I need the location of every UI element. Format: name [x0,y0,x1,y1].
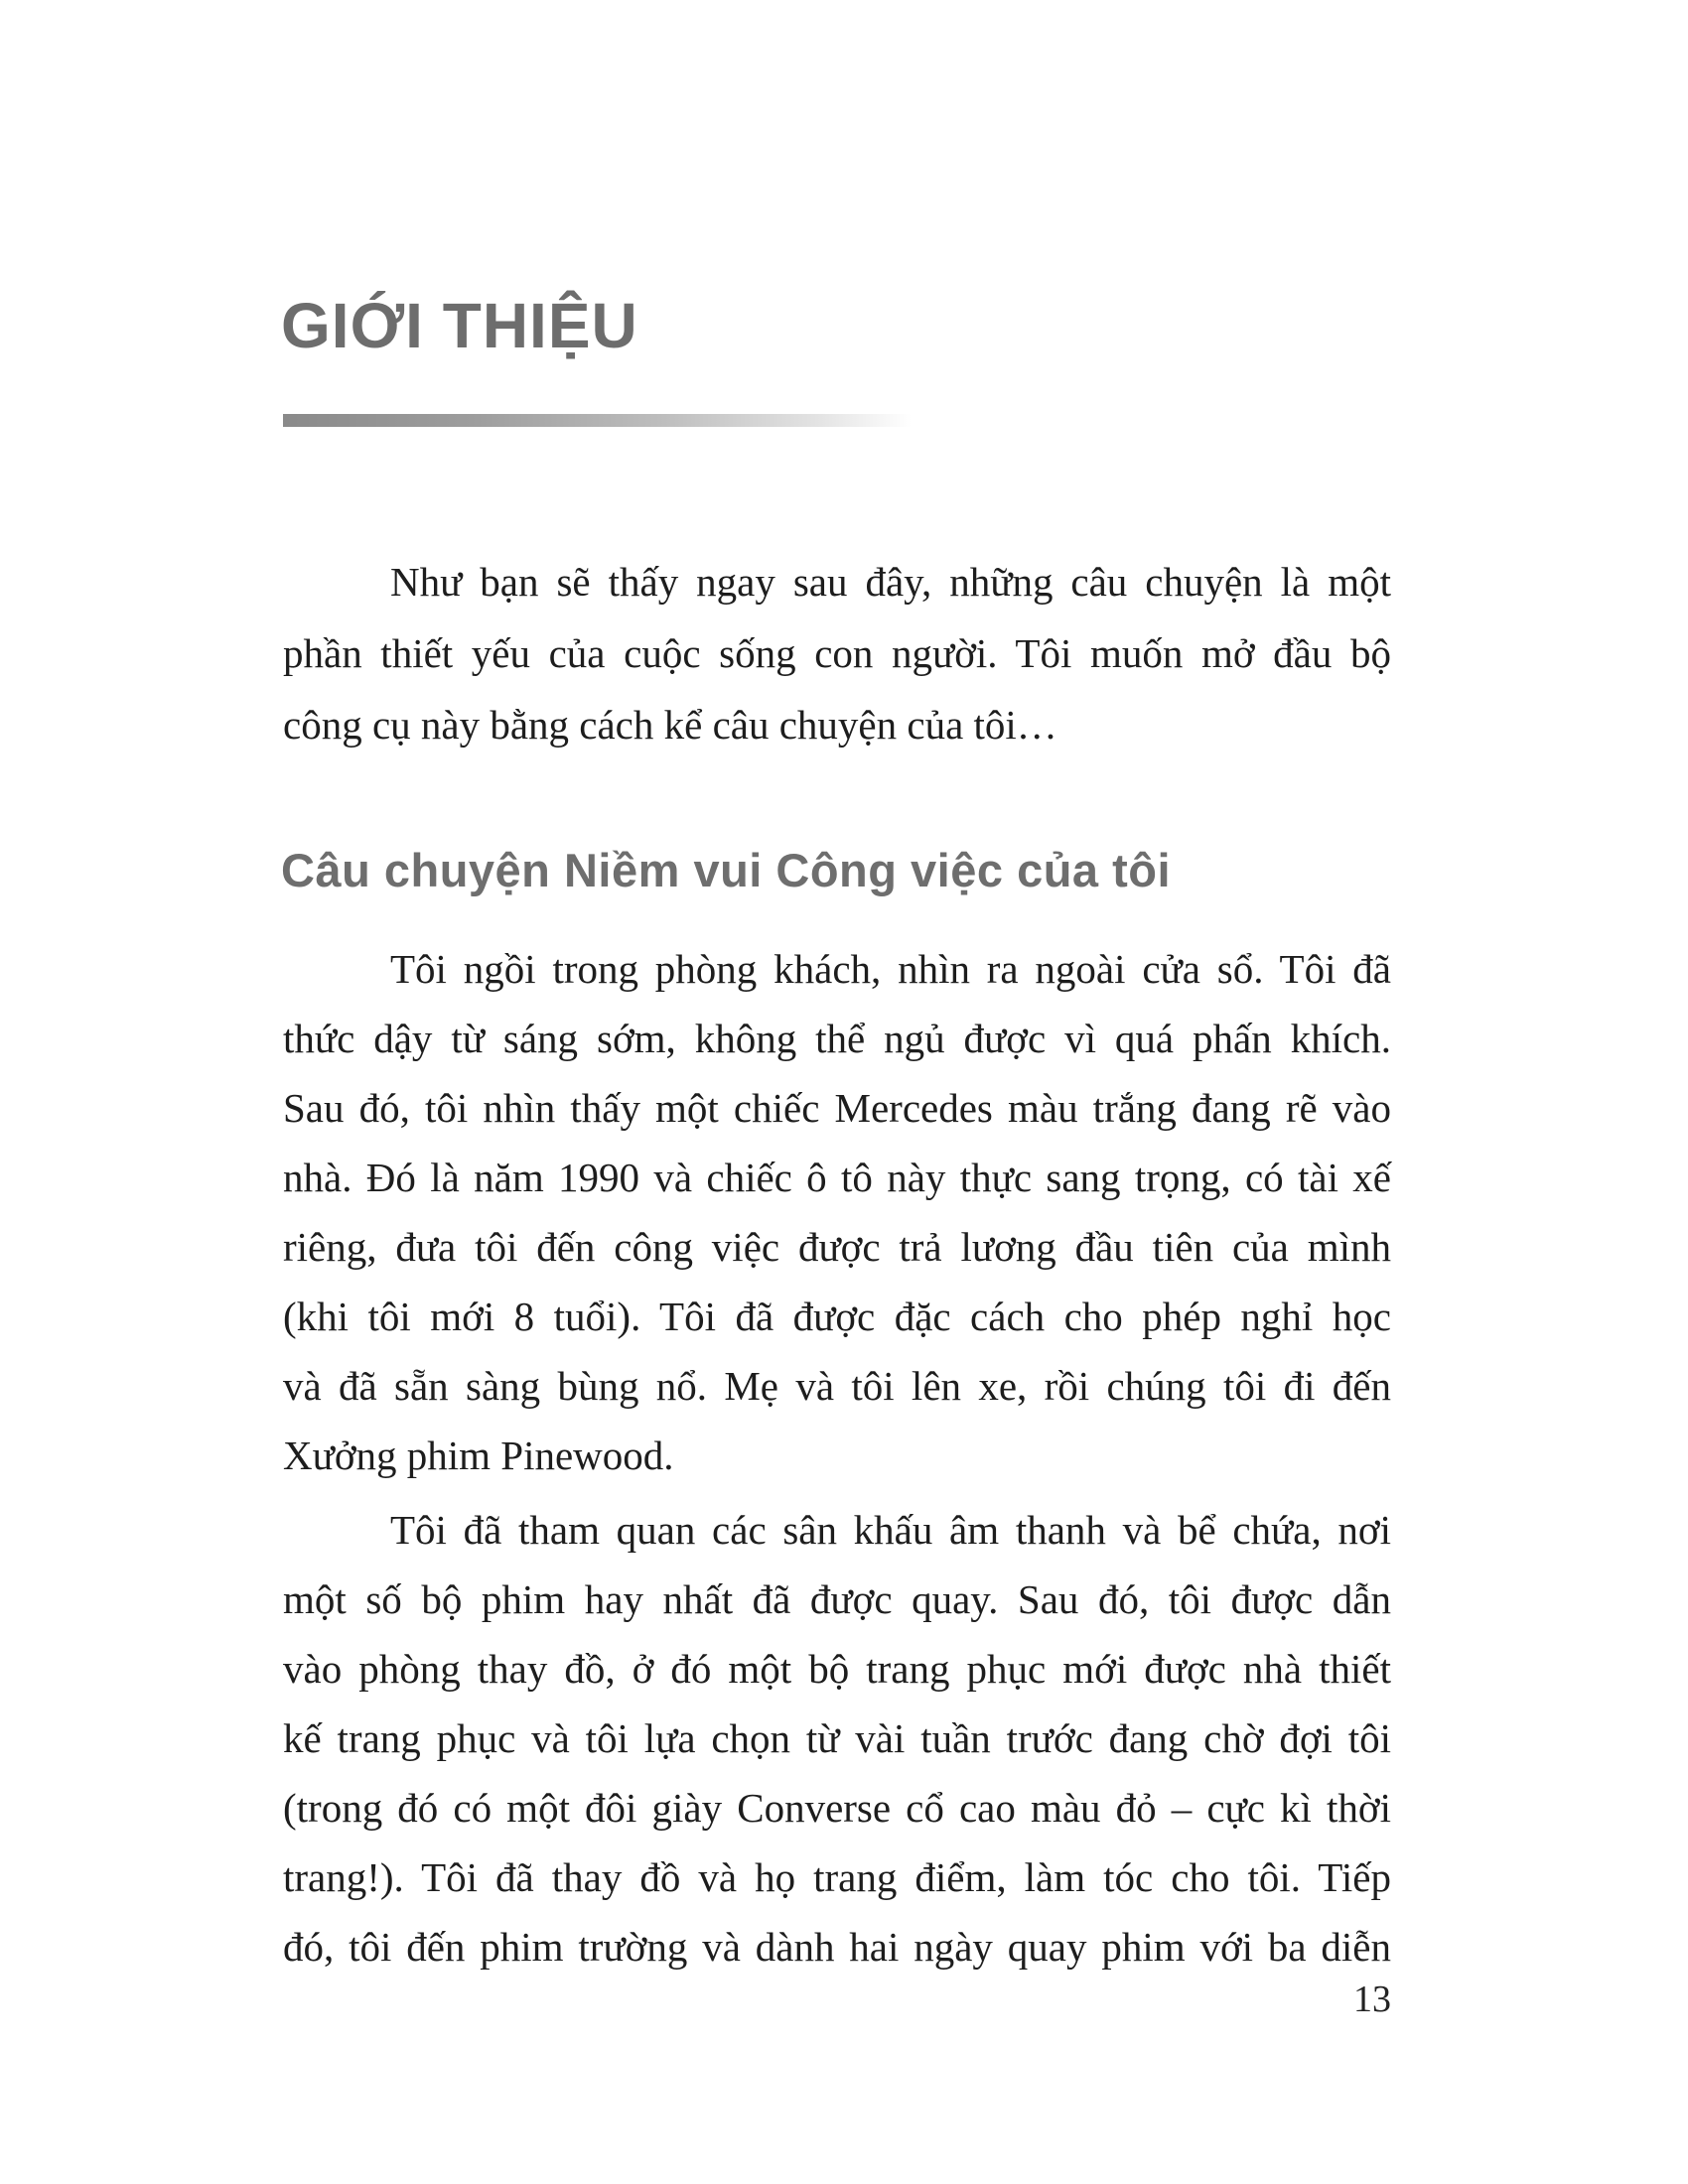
chapter-title: GIỚI THIỆU [281,290,638,361]
paragraph-line: thức dậy từ sáng sớm, không thể ngủ được vì quá phấn khích. [283,1016,1391,1061]
paragraph-line: trang!). Tôi đã thay đồ và họ trang điểm, làm tóc cho tôi. Tiếp [283,1854,1391,1900]
title-underline-rule [283,414,912,427]
paragraph-line: vào phòng thay đồ, ở đó một bộ trang phục mới được nhà thiết [283,1646,1391,1692]
story-paragraph-1 [283,934,1391,1490]
paragraph-line: Tôi ngồi trong phòng khách, nhìn ra ngoài cửa sổ. Tôi đã [390,946,1391,992]
intro-paragraph [283,546,1391,760]
paragraph-line: (trong đó có một đôi giày Converse cổ cao màu đỏ – cực kì thời [283,1785,1391,1831]
paragraph-line: Xưởng phim Pinewood. [283,1433,674,1478]
paragraph-line: Như bạn sẽ thấy ngay sau đây, những câu chuyện là một [390,559,1391,605]
paragraph-line: riêng, đưa tôi đến công việc được trả lương đầu tiên của mình [283,1224,1391,1270]
paragraph-line: một số bộ phim hay nhất đã được quay. Sau đó, tôi được dẫn [283,1576,1391,1622]
story-paragraph-2 [283,1495,1391,1981]
paragraph-line: Sau đó, tôi nhìn thấy một chiếc Mercedes màu trắng đang rẽ vào [283,1085,1391,1131]
paragraph-line: Tôi đã tham quan các sân khấu âm thanh và bể chứa, nơi [390,1507,1391,1553]
paragraph-line: kế trang phục và tôi lựa chọn từ vài tuần trước đang chờ đợi tôi [283,1715,1391,1761]
section-heading: Câu chuyện Niềm vui Công việc của tôi [281,844,1172,896]
paragraph-line: (khi tôi mới 8 tuổi). Tôi đã được đặc cách cho phép nghỉ học [283,1294,1391,1339]
paragraph-line: nhà. Đó là năm 1990 và chiếc ô tô này thực sang trọng, có tài xế [283,1155,1391,1200]
page-number: 13 [1353,1979,1391,2020]
paragraph-line: phần thiết yếu của cuộc sống con người. Tôi muốn mở đầu bộ [283,630,1391,676]
paragraph-line: công cụ này bằng cách kể câu chuyện của tôi… [283,702,1057,748]
paragraph-line: và đã sẵn sàng bùng nổ. Mẹ và tôi lên xe, rồi chúng tôi đi đến [283,1363,1391,1409]
paragraph-line: đó, tôi đến phim trường và dành hai ngày quay phim với ba diễn [283,1924,1391,1970]
